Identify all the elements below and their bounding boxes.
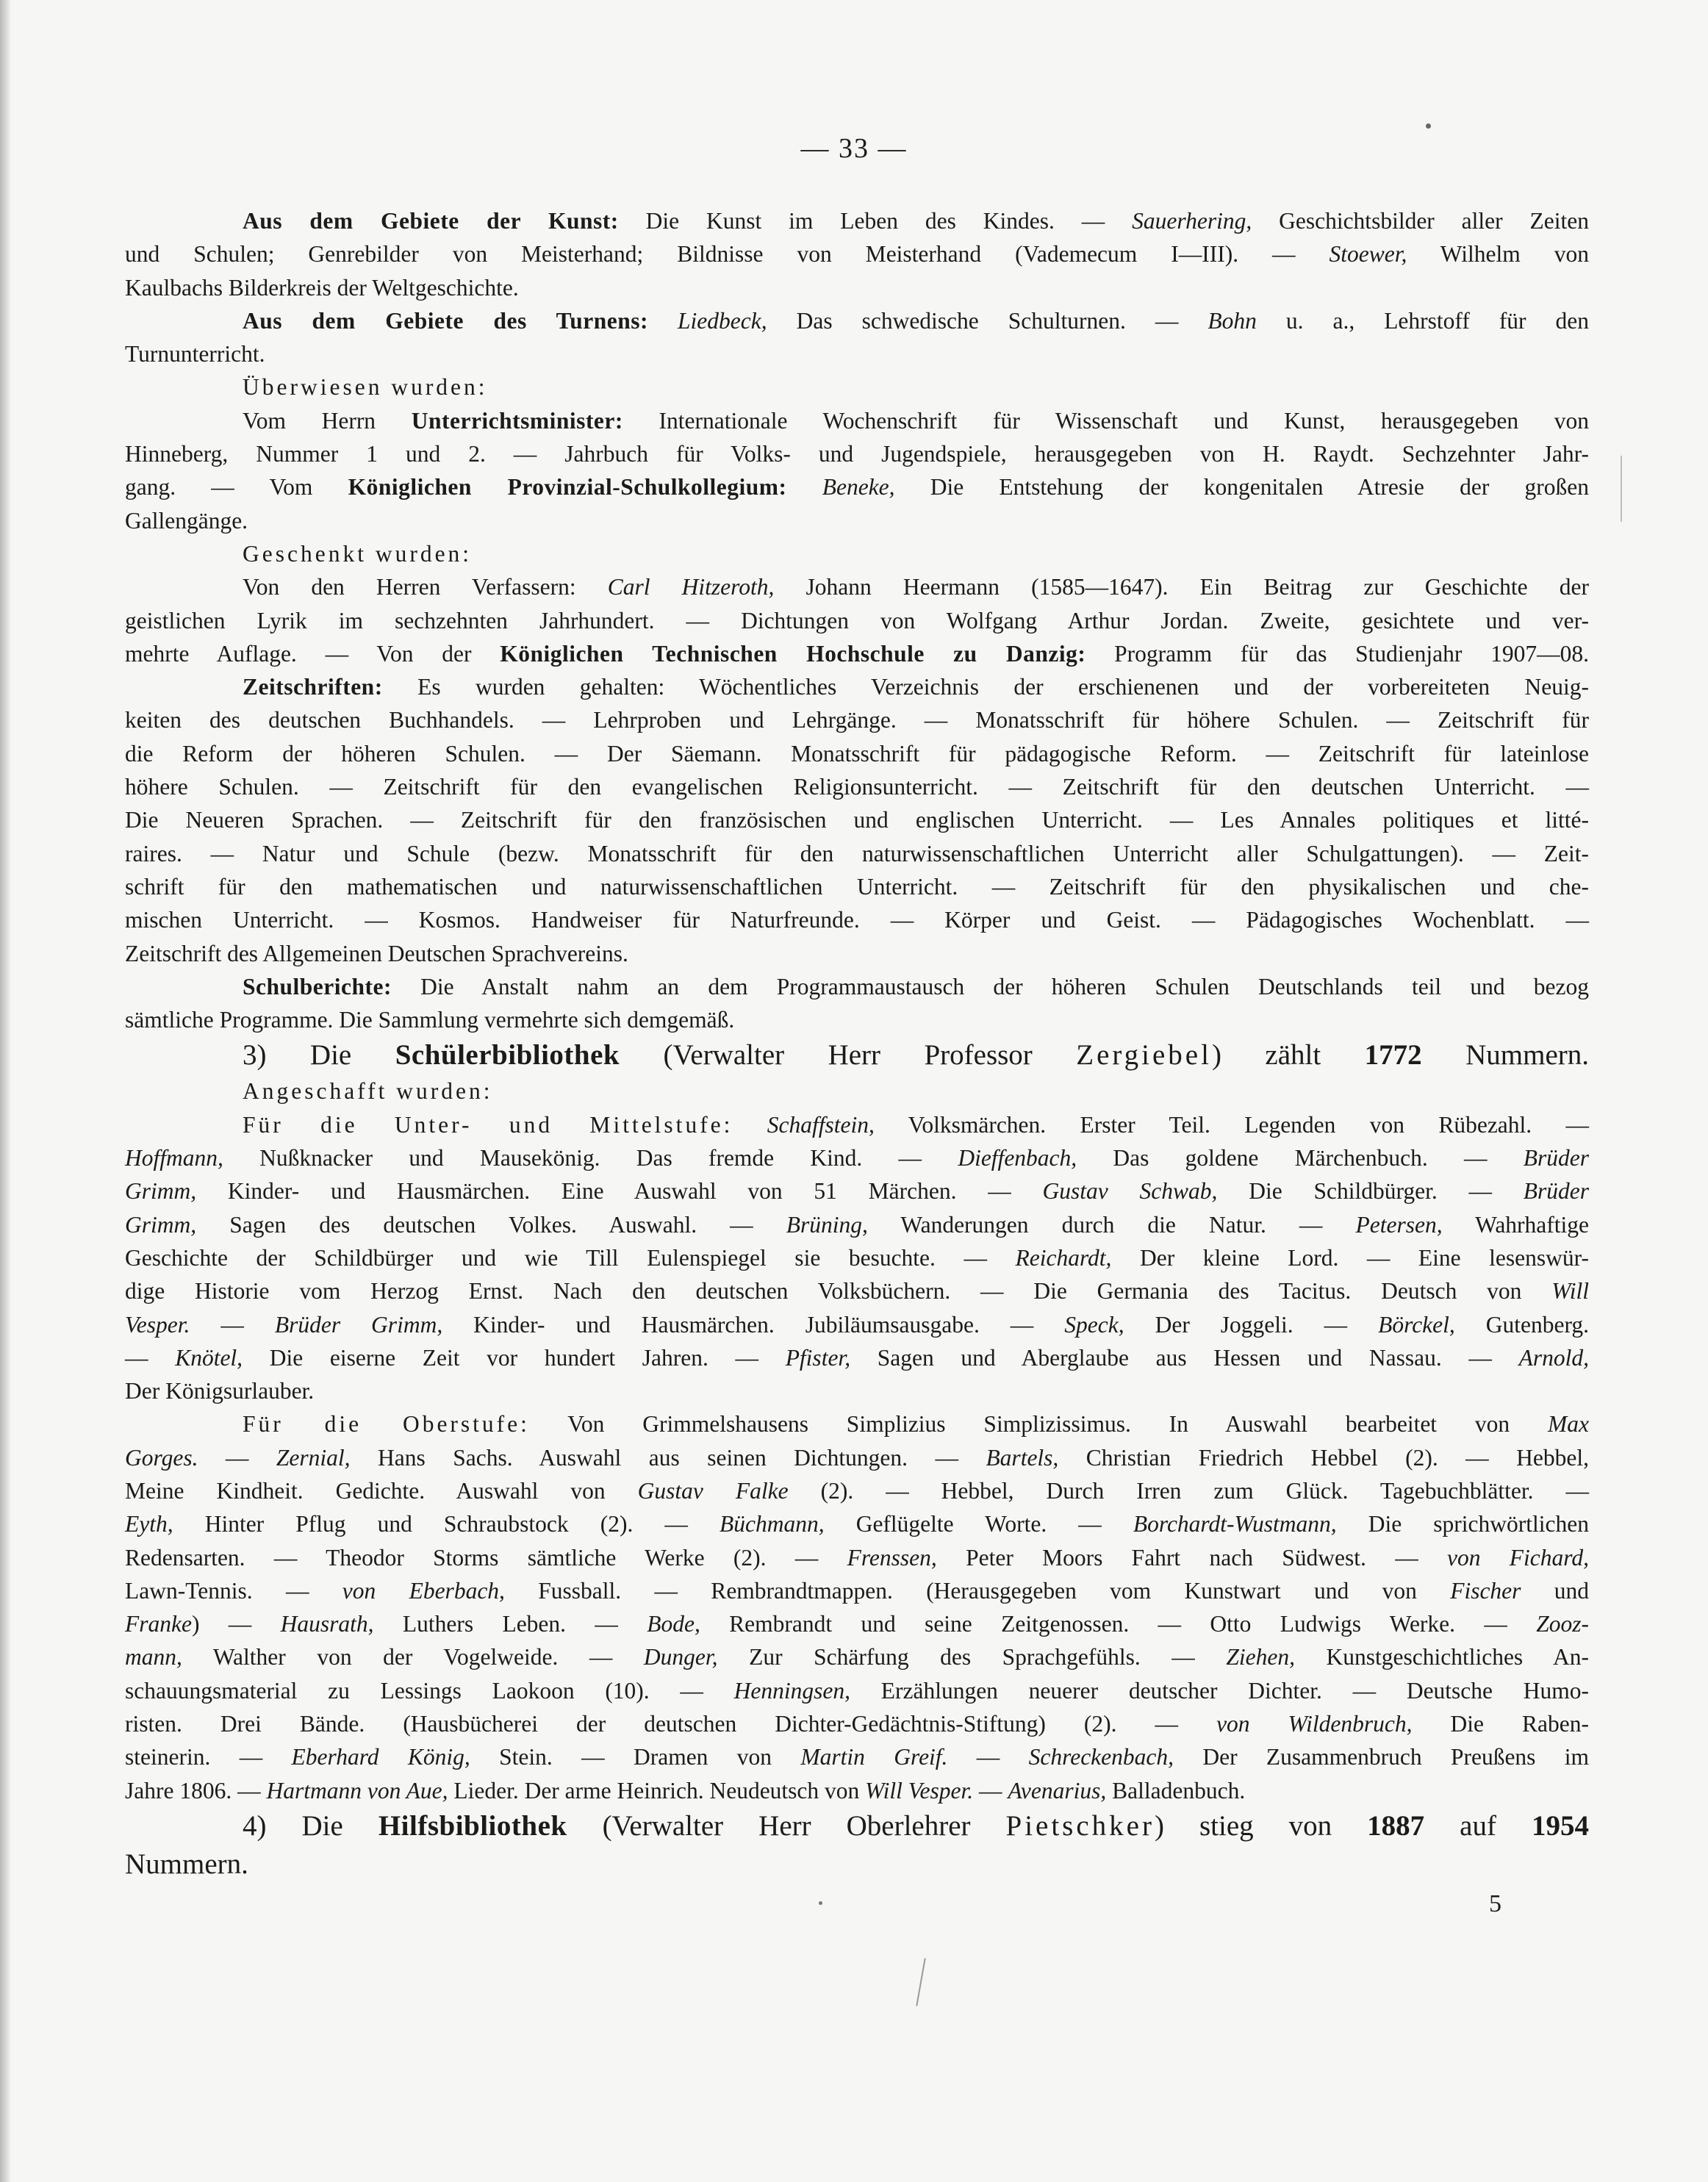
text-line: steinerin. — Eberhard König, Stein. — Dramen von Martin Greif. — Schreckenbach, Der Zusammenbruch Preußens im <box>125 1744 1590 1770</box>
text-line: geistlichen Lyrik im sechzehnten Jahrhundert. — Dichtungen von Wolfgang Arthur Jordan. Zweite, gesichtete und ver- <box>125 607 1589 634</box>
text-line: Gorges. — Zernial, Hans Sachs. Auswahl aus seinen Dichtungen. — Bartels, Christian Friedrich Hebbel (2). — Hebbel, <box>125 1444 1589 1471</box>
text-line: Vesper. — Brüder Grimm, Kinder- und Hausmärchen. Jubiläumsausgabe. — Speck, Der Joggeli. — Börckel, Gutenberg. <box>125 1311 1590 1338</box>
page-number: — 33 — <box>800 133 908 164</box>
signature-mark: 5 <box>1489 1890 1501 1917</box>
text-line: Kaulbachs Bilderkreis der Weltgeschichte. <box>125 274 519 301</box>
text-line: Für die Oberstufe: Von Grimmelshausens Simplizius Simplizissimus. In Auswahl bearbeitet von Max <box>243 1411 1589 1438</box>
text-line: Lawn-Tennis. — von Eberbach, Fussball. — Rembrandtmappen. (Herausgegeben vom Kunstwart und von Fischer und <box>125 1577 1590 1604</box>
text-line: Geschichte der Schildbürger und wie Till Eulenspiegel sie besuchte. — Reichardt, Der kleine Lord. — Eine lesenswür- <box>125 1244 1589 1271</box>
text-line: Grimm, Kinder- und Hausmärchen. Eine Auswahl von 51 Märchen. — Gustav Schwab, Die Schildbürger. — Brüder <box>125 1178 1590 1205</box>
text-line: schrift für den mathematischen und naturwissenschaftlichen Unterricht. — Zeitschrift für den physikalischen und che- <box>125 873 1589 900</box>
text-line: — Knötel, Die eiserne Zeit vor hundert Jahren. — Pfister, Sagen und Aberglaube aus Hessen und Nassau. — Arnold, <box>125 1344 1589 1371</box>
text-line: Aus dem Gebiete der Kunst: Die Kunst im Leben des Kindes. — Sauerhering, Geschichtsbilder aller Zeiten <box>243 208 1589 234</box>
text-line: Schulberichte: Die Anstalt nahm an dem Programmaustausch der höheren Schulen Deutschlands teil und bezog <box>243 973 1589 1000</box>
text-line: schauungsmaterial zu Lessings Laokoon (10). — Henningsen, Erzählungen neuerer deutscher Dichter. — Deutsche Humo- <box>125 1677 1589 1704</box>
text-line: mischen Unterricht. — Kosmos. Handweiser für Naturfreunde. — Körper und Geist. — Pädagogisches Wochenblatt. — <box>125 907 1589 933</box>
section-zeitschriften <box>125 670 1589 703</box>
text-line: mann, Walther von der Vogelweide. — Dunger, Zur Schärfung des Sprachgefühls. — Ziehen, Kunstgeschichtliches An- <box>125 1644 1589 1670</box>
section-label: Überwiesen wurden: <box>243 374 488 401</box>
text-line: Von den Herren Verfassern: Carl Hitzeroth, Johann Heermann (1585—1647). Ein Beitrag zur Geschichte der <box>243 574 1589 600</box>
text-line: Aus dem Gebiete des Turnens: Liedbeck, Das schwedische Schulturnen. — Bohn u. a., Lehrstoff für den <box>243 307 1590 334</box>
section-geschenkt <box>125 537 1589 604</box>
text-line: mehrte Auflage. — Von der Königlichen Technischen Hochschule zu Danzig: Programm für das Studienjahr 1907—08. <box>125 640 1590 667</box>
text-line: risten. Drei Bände. (Hausbücherei der deutschen Dichter-Gedächtnis-Stiftung) (2). — von Wildenbruch, Die Raben- <box>125 1711 1589 1737</box>
text-line: Hoffmann, Nußknacker und Mausekönig. Das fremde Kind. — Dieffenbach, Das goldene Märchenbuch. — Brüder <box>125 1145 1589 1171</box>
text-line: Eyth, Hinter Pflug und Schraubstock (2). — Büchmann, Geflügelte Worte. — Borchardt-Wustmann, Die sprichwörtlichen <box>125 1511 1589 1537</box>
text-line: Für die Unter- und Mittelstufe: Schaffstein, Volksmärchen. Erster Teil. Legenden von Rübezahl. — <box>243 1111 1590 1138</box>
section-unterstufe <box>125 1108 1589 1141</box>
text-line: Zeitschrift des Allgemeinen Deutschen Sprachvereins. <box>125 940 628 966</box>
section-oberstufe <box>125 1407 1589 1440</box>
section-schuelerbibliothek <box>125 1036 1589 1074</box>
scan-speck <box>1426 123 1431 129</box>
section-kunst <box>125 204 1589 237</box>
text-line: Redensarten. — Theodor Storms sämtliche Werke (2). — Frenssen, Peter Moors Fahrt nach Südwest. — von Fichard, <box>125 1544 1589 1571</box>
heading-line: 4) Die Hilfsbibliothek (Verwalter Herr Oberlehrer Pietschker) stieg von 1887 auf 1954 <box>243 1809 1589 1842</box>
text-line: höhere Schulen. — Zeitschrift für den evangelischen Religionsunterricht. — Zeitschrift für den deutschen Unterricht. — <box>125 774 1589 800</box>
text-line: sämtliche Programme. Die Sammlung vermehrte sich demgemäß. <box>125 1007 735 1033</box>
text-line: die Reform der höheren Schulen. — Der Säemann. Monatsschrift für pädagogische Reform. — Zeitschrift für lateinlose <box>125 740 1589 767</box>
text-line: Zeitschriften: Es wurden gehalten: Wöchentliches Verzeichnis der erschienenen und der vorbereiteten Neuig- <box>243 674 1589 700</box>
body-text <box>125 204 1589 1884</box>
text-line: und Schulen; Genrebilder von Meisterhand; Bildnisse von Meisterhand (Vademecum I—III). — Stoewer, Wilhelm von <box>125 241 1589 268</box>
section-schulberichte <box>125 970 1589 1003</box>
section-hilfsbibliothek <box>125 1807 1589 1845</box>
text-line: Vom Herrn Unterrichtsminister: Internationale Wochenschrift für Wissenschaft und Kunst, herausgegeben von <box>243 407 1589 434</box>
text-line: Grimm, Sagen des deutschen Volkes. Auswahl. — Brüning, Wanderungen durch die Natur. — Petersen, Wahrhaftige <box>125 1211 1589 1238</box>
text-line: gang. — Vom Königlichen Provinzial-Schulkollegium: Beneke, Die Entstehung der kongenitalen Atresie der großen <box>125 474 1589 500</box>
heading-line: 3) Die Schülerbibliothek (Verwalter Herr Professor Zergiebel) zählt 1772 Nummern. <box>243 1039 1589 1072</box>
text-line: Jahre 1806. — Hartmann von Aue, Lieder. Der arme Heinrich. Neudeutsch von Will Vesper. — Avenarius, Balladenbuch. <box>125 1777 1246 1804</box>
scan-margin-mark <box>1621 456 1622 522</box>
text-line: Gallengänge. <box>125 507 248 534</box>
section-turnen <box>125 304 1589 337</box>
scan-scratch <box>916 1958 925 2006</box>
section-label: Geschenkt wurden: <box>243 540 473 567</box>
text-line: Turnunterricht. <box>125 341 265 367</box>
scan-edge-shadow <box>0 0 10 2182</box>
text-line: Der Königsurlauber. <box>125 1378 315 1404</box>
text-line: Hinneberg, Nummer 1 und 2. — Jahrbuch für Volks- und Jugendspiele, herausgegeben von H. Raydt. Sechzehnter Jahr- <box>125 441 1589 467</box>
text-line: Nummern. <box>125 1848 248 1880</box>
text-line: dige Historie vom Herzog Ernst. Nach den deutschen Volksbüchern. — Die Germania des Tacitus. Deutsch von Will <box>125 1278 1589 1304</box>
text-line: Meine Kindheit. Gedichte. Auswahl von Gustav Falke (2). — Hebbel, Durch Irren zum Glück. Tagebuchblätter. — <box>125 1477 1590 1504</box>
text-line: Franke) — Hausrath, Luthers Leben. — Bode, Rembrandt und seine Zeitgenossen. — Otto Ludwigs Werke. — Zooz- <box>125 1611 1589 1637</box>
text-line: raires. — Natur und Schule (bezw. Monatsschrift für den naturwissenschaftlichen Unterricht aller Schulgattungen). — Zeit- <box>125 840 1589 866</box>
text-line: keiten des deutschen Buchhandels. — Lehrproben und Lehrgänge. — Monatsschrift für höhere Schulen. — Zeitschrift für <box>125 707 1589 733</box>
section-label: Angeschafft wurden: <box>243 1078 493 1105</box>
scan-speck <box>819 1901 822 1905</box>
section-ueberwiesen <box>125 370 1589 437</box>
text-line: Die Neueren Sprachen. — Zeitschrift für den französischen und englischen Unterricht. — Les Annales politiques et litté- <box>125 807 1589 833</box>
